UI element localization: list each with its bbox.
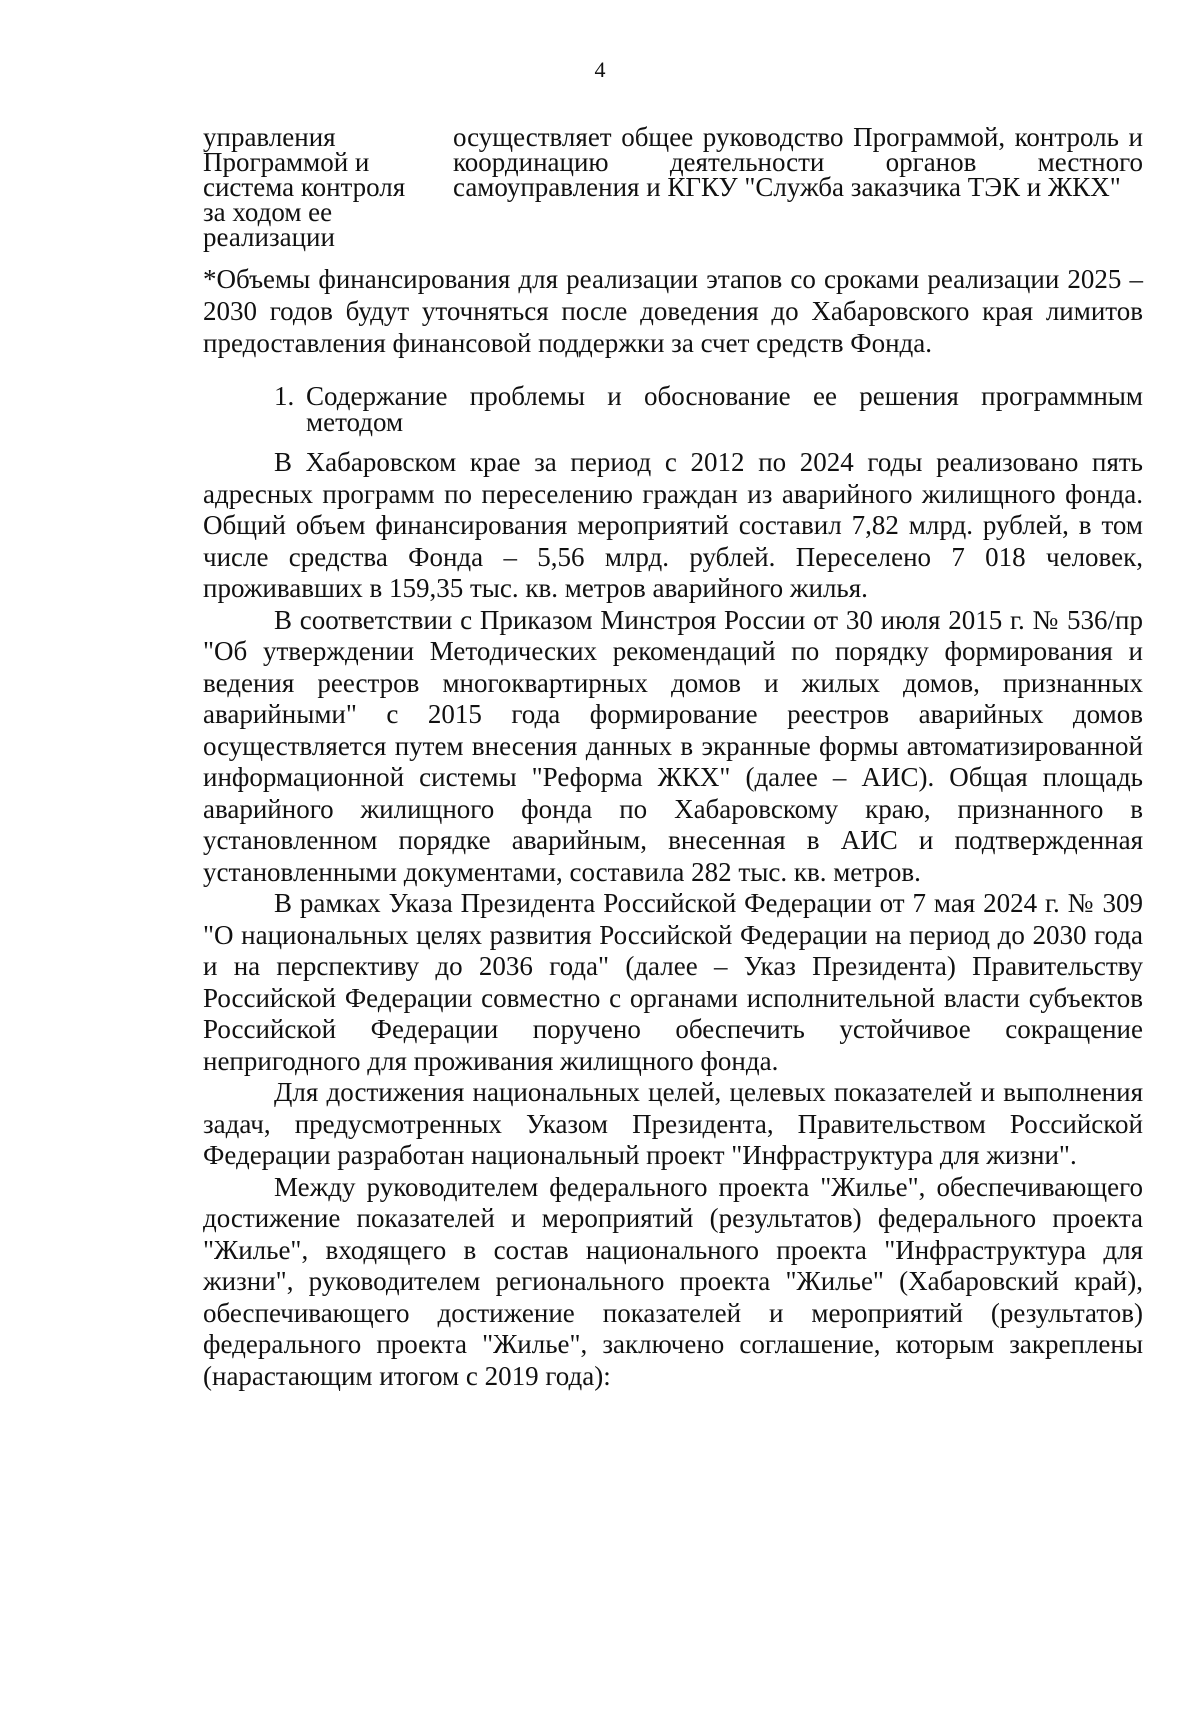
management-description: осуществляет общее руководство Программой, контроль и координацию деятельности органов местного самоуправления и КГКУ "Служба заказчика ТЭК и ЖКХ" (453, 122, 1143, 202)
management-label-line: реализации (203, 222, 335, 252)
section-number: 1. (274, 381, 295, 411)
management-table-row (203, 122, 1143, 252)
management-label-line: система контроля (203, 172, 406, 202)
page-number: 4 (594, 57, 606, 82)
document-body (203, 447, 1143, 1392)
paragraph-presidential-decree: В рамках Указа Президента Российской Федерации от 7 мая 2024 г. № 309 "О национальных целях развития Российской Федерации на период до 2030 года и на перспективу до 2036 года" (далее – Указ Президента) Правительству Российской Федерации совместно с органами исполнительной власти субъектов Российской Федерации поручено обеспечить устойчивое сокращение непригодного для проживания жилищного фонда. (203, 888, 1143, 1076)
paragraph-resettlement-programs: В Хабаровском крае за период с 2012 по 2024 годы реализовано пять адресных программ по переселению граждан из аварийного жилищного фонда. Общий объем финансирования мероприятий составил 7,82 млрд. рублей, в том числе средства Фонда – 5,56 млрд. рублей. Переселено 7 018 человек, проживавших в 159,35 тыс. кв. метров аварийного жилья. (203, 447, 1143, 603)
paragraph-agreement: Между руководителем федерального проекта "Жилье", обеспечивающего достижение показателей и мероприятий (результатов) федерального проекта "Жилье", входящего в состав национального проекта "Инфраструктура для жизни", руководителем регионального проекта "Жилье" (Хабаровский край), обеспечивающего достижение показателей и мероприятий (результатов) федерального проекта "Жилье", заключено соглашение, которым закреплены (нарастающим итогом с 2019 года): (203, 1171, 1143, 1391)
paragraph-minstroy-order: В соответствии с Приказом Минстроя России от 30 июля 2015 г. № 536/пр "Об утверждении Методических рекомендаций по порядку формирования и ведения реестров многоквартирных домов и жилых домов, признанных аварийными" с 2015 года формирование реестров аварийных домов осуществляется путем внесения данных в экранные формы автоматизированной информационной системы "Реформа ЖКХ" (далее – АИС). Общая площадь аварийного жилищного фонда по Хабаровскому краю, признанного в установленном порядке аварийным, внесенная в АИС и подтвержденная установленными документами, составила 282 тыс. кв. метров. (203, 604, 1143, 887)
management-label-line: за ходом ее (203, 197, 333, 227)
management-label-line: управления (203, 122, 336, 152)
management-label (203, 122, 453, 252)
section-title: Содержание проблемы и обоснование ее решения программным методом (306, 381, 1143, 437)
financing-footnote: *Объемы финансирования для реализации этапов со сроками реализации 2025 – 2030 годов будут уточняться после доведения до Хабаровского края лимитов предоставления финансовой поддержки за счет средств Фонда. (203, 264, 1143, 358)
paragraph-national-project: Для достижения национальных целей, целевых показателей и выполнения задач, предусмотренных Указом Президента, Правительством Российской Федерации разработан национальный проект "Инфраструктура для жизни". (203, 1077, 1143, 1170)
management-label-line: Программой и (203, 147, 370, 177)
section-heading (274, 383, 1143, 435)
